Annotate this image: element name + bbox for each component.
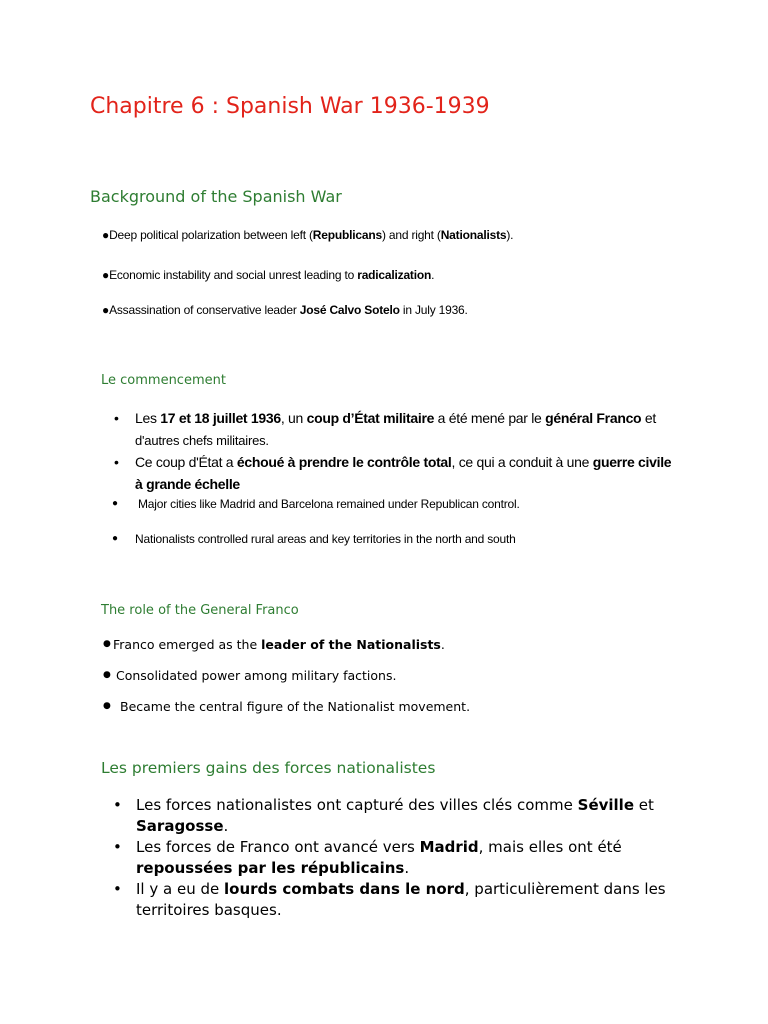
page-title: Chapitre 6 : Spanish War 1936-1939 — [90, 94, 490, 119]
list-item: Became the central figure of the Nationalist movement. — [120, 699, 471, 714]
section-heading-background: Background of the Spanish War — [90, 187, 342, 206]
bullet-icon: ● — [112, 533, 118, 544]
list-item: Les forces de Franco ont avancé vers Madrid, mais elles ont été — [136, 838, 622, 856]
bullet-icon: • — [113, 796, 122, 814]
list-item: ●Deep political polarization between left (Republicans) and right (Nationalists). — [102, 228, 514, 242]
list-item: Ce coup d'État a échoué à prendre le contrôle total, ce qui a conduit à une guerre civile — [135, 454, 672, 470]
section-heading-franco: The role of the General Franco — [101, 603, 299, 618]
list-item-continuation: repoussées par les républicains. — [136, 859, 410, 877]
section-heading-gains: Les premiers gains des forces nationalistes — [101, 759, 436, 777]
section-heading-commencement: Le commencement — [101, 373, 226, 388]
bullet-icon: ● — [102, 228, 110, 242]
list-item-continuation: Saragosse. — [136, 817, 229, 835]
list-item: Consolidated power among military factions. — [116, 668, 397, 683]
bullet-icon: ● — [102, 268, 110, 282]
list-item: Les 17 et 18 juillet 1936, un coup d’État militaire a été mené par le général Franco et — [135, 410, 656, 426]
list-item: Major cities like Madrid and Barcelona remained under Republican control. — [138, 497, 520, 511]
bullet-icon: • — [113, 838, 122, 856]
list-item: Nationalists controlled rural areas and key territories in the north and south — [135, 532, 516, 546]
bullet-icon: ● — [103, 701, 111, 711]
bullet-icon: ● — [102, 303, 110, 317]
bullet-icon: ● — [103, 670, 111, 680]
bullet-icon: ● — [103, 639, 111, 649]
bullet-icon: • — [114, 454, 119, 470]
list-item-continuation: à grande échelle — [135, 476, 240, 492]
list-item: ●Economic instability and social unrest leading to radicalization. — [102, 268, 435, 282]
list-item: ●Assassination of conservative leader José Calvo Sotelo in July 1936. — [102, 303, 468, 317]
list-item: Les forces nationalistes ont capturé des villes clés comme Séville et — [136, 796, 654, 814]
bullet-icon: ● — [112, 498, 118, 509]
list-item-continuation: territoires basques. — [136, 901, 282, 919]
bullet-icon: • — [113, 880, 122, 898]
list-item: Il y a eu de lourds combats dans le nord, particulièrement dans les — [136, 880, 666, 898]
bullet-icon: • — [114, 410, 119, 426]
list-item: Franco emerged as the leader of the Nationalists. — [113, 637, 445, 652]
list-item-continuation: d'autres chefs militaires. — [135, 433, 269, 448]
